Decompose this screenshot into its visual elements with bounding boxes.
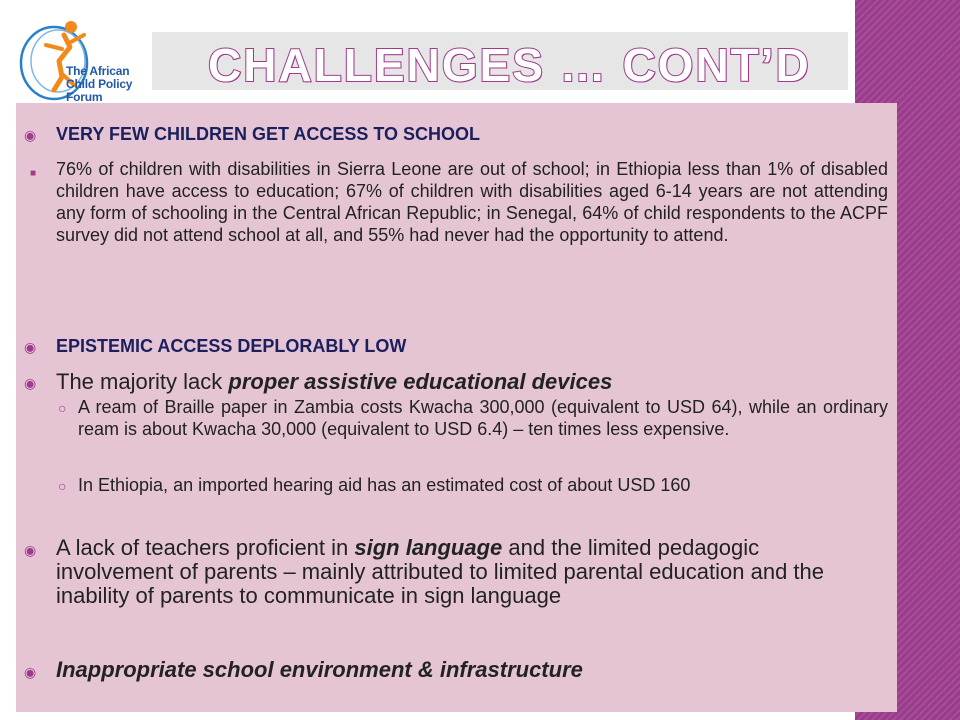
- sub-point-braille: A ream of Braille paper in Zambia costs Kwacha 300,000 (equivalent to USD 64), while an ordinary ream is about Kwacha 30,000 (equivalent to USD 6.4) – ten times less expensive.: [78, 397, 888, 439]
- point3-text: Inappropriate school environment & infrastructure: [56, 657, 583, 682]
- circle-bullet-icon: ○: [58, 478, 67, 494]
- target-bullet-icon: ◉: [24, 339, 37, 355]
- slide-title: CHALLENGES … CONT’D: [208, 39, 811, 91]
- sub-point-hearing-aid: In Ethiopia, an imported hearing aid has an estimated cost of about USD 160: [78, 475, 691, 495]
- logo: [14, 15, 150, 103]
- point3: [56, 658, 583, 682]
- point2-emphasis: sign language: [354, 535, 503, 560]
- logo-text: The African Child Policy Forum: [66, 64, 133, 104]
- point1-prefix: The majority lack: [56, 369, 229, 394]
- target-bullet-icon: ◉: [24, 664, 37, 680]
- target-bullet-icon: ◉: [24, 542, 37, 558]
- section2-heading: EPISTEMIC ACCESS DEPLORABLY LOW: [56, 336, 407, 356]
- circle-bullet-icon: ○: [58, 400, 67, 416]
- square-bullet-icon: ■: [30, 168, 37, 179]
- point2-prefix: A lack of teachers proficient in: [56, 535, 355, 560]
- section1-heading: VERY FEW CHILDREN GET ACCESS TO SCHOOL: [56, 124, 481, 144]
- point1-emphasis: proper assistive educational devices: [228, 369, 613, 394]
- target-bullet-icon: ◉: [24, 127, 37, 143]
- point2: [56, 536, 856, 608]
- target-bullet-icon: ◉: [24, 375, 37, 391]
- point1: [56, 370, 612, 394]
- section1-paragraph: 76% of children with disabilities in Sierra Leone are out of school; in Ethiopia less than 1% of disabled children have access to education; 67% of children with disabilities aged 6-14 years are not attending any form of schooling in the Central African Republic; in Senegal, 64% of child respondents to the ACPF survey did not attend school at all, and 55% had never had the opportunity to attend.: [56, 159, 888, 245]
- point2-suffix: and the limited pedagogic involvement of parents – mainly attributed to limited parental education and the inability of parents to communicate in sign language: [56, 535, 825, 608]
